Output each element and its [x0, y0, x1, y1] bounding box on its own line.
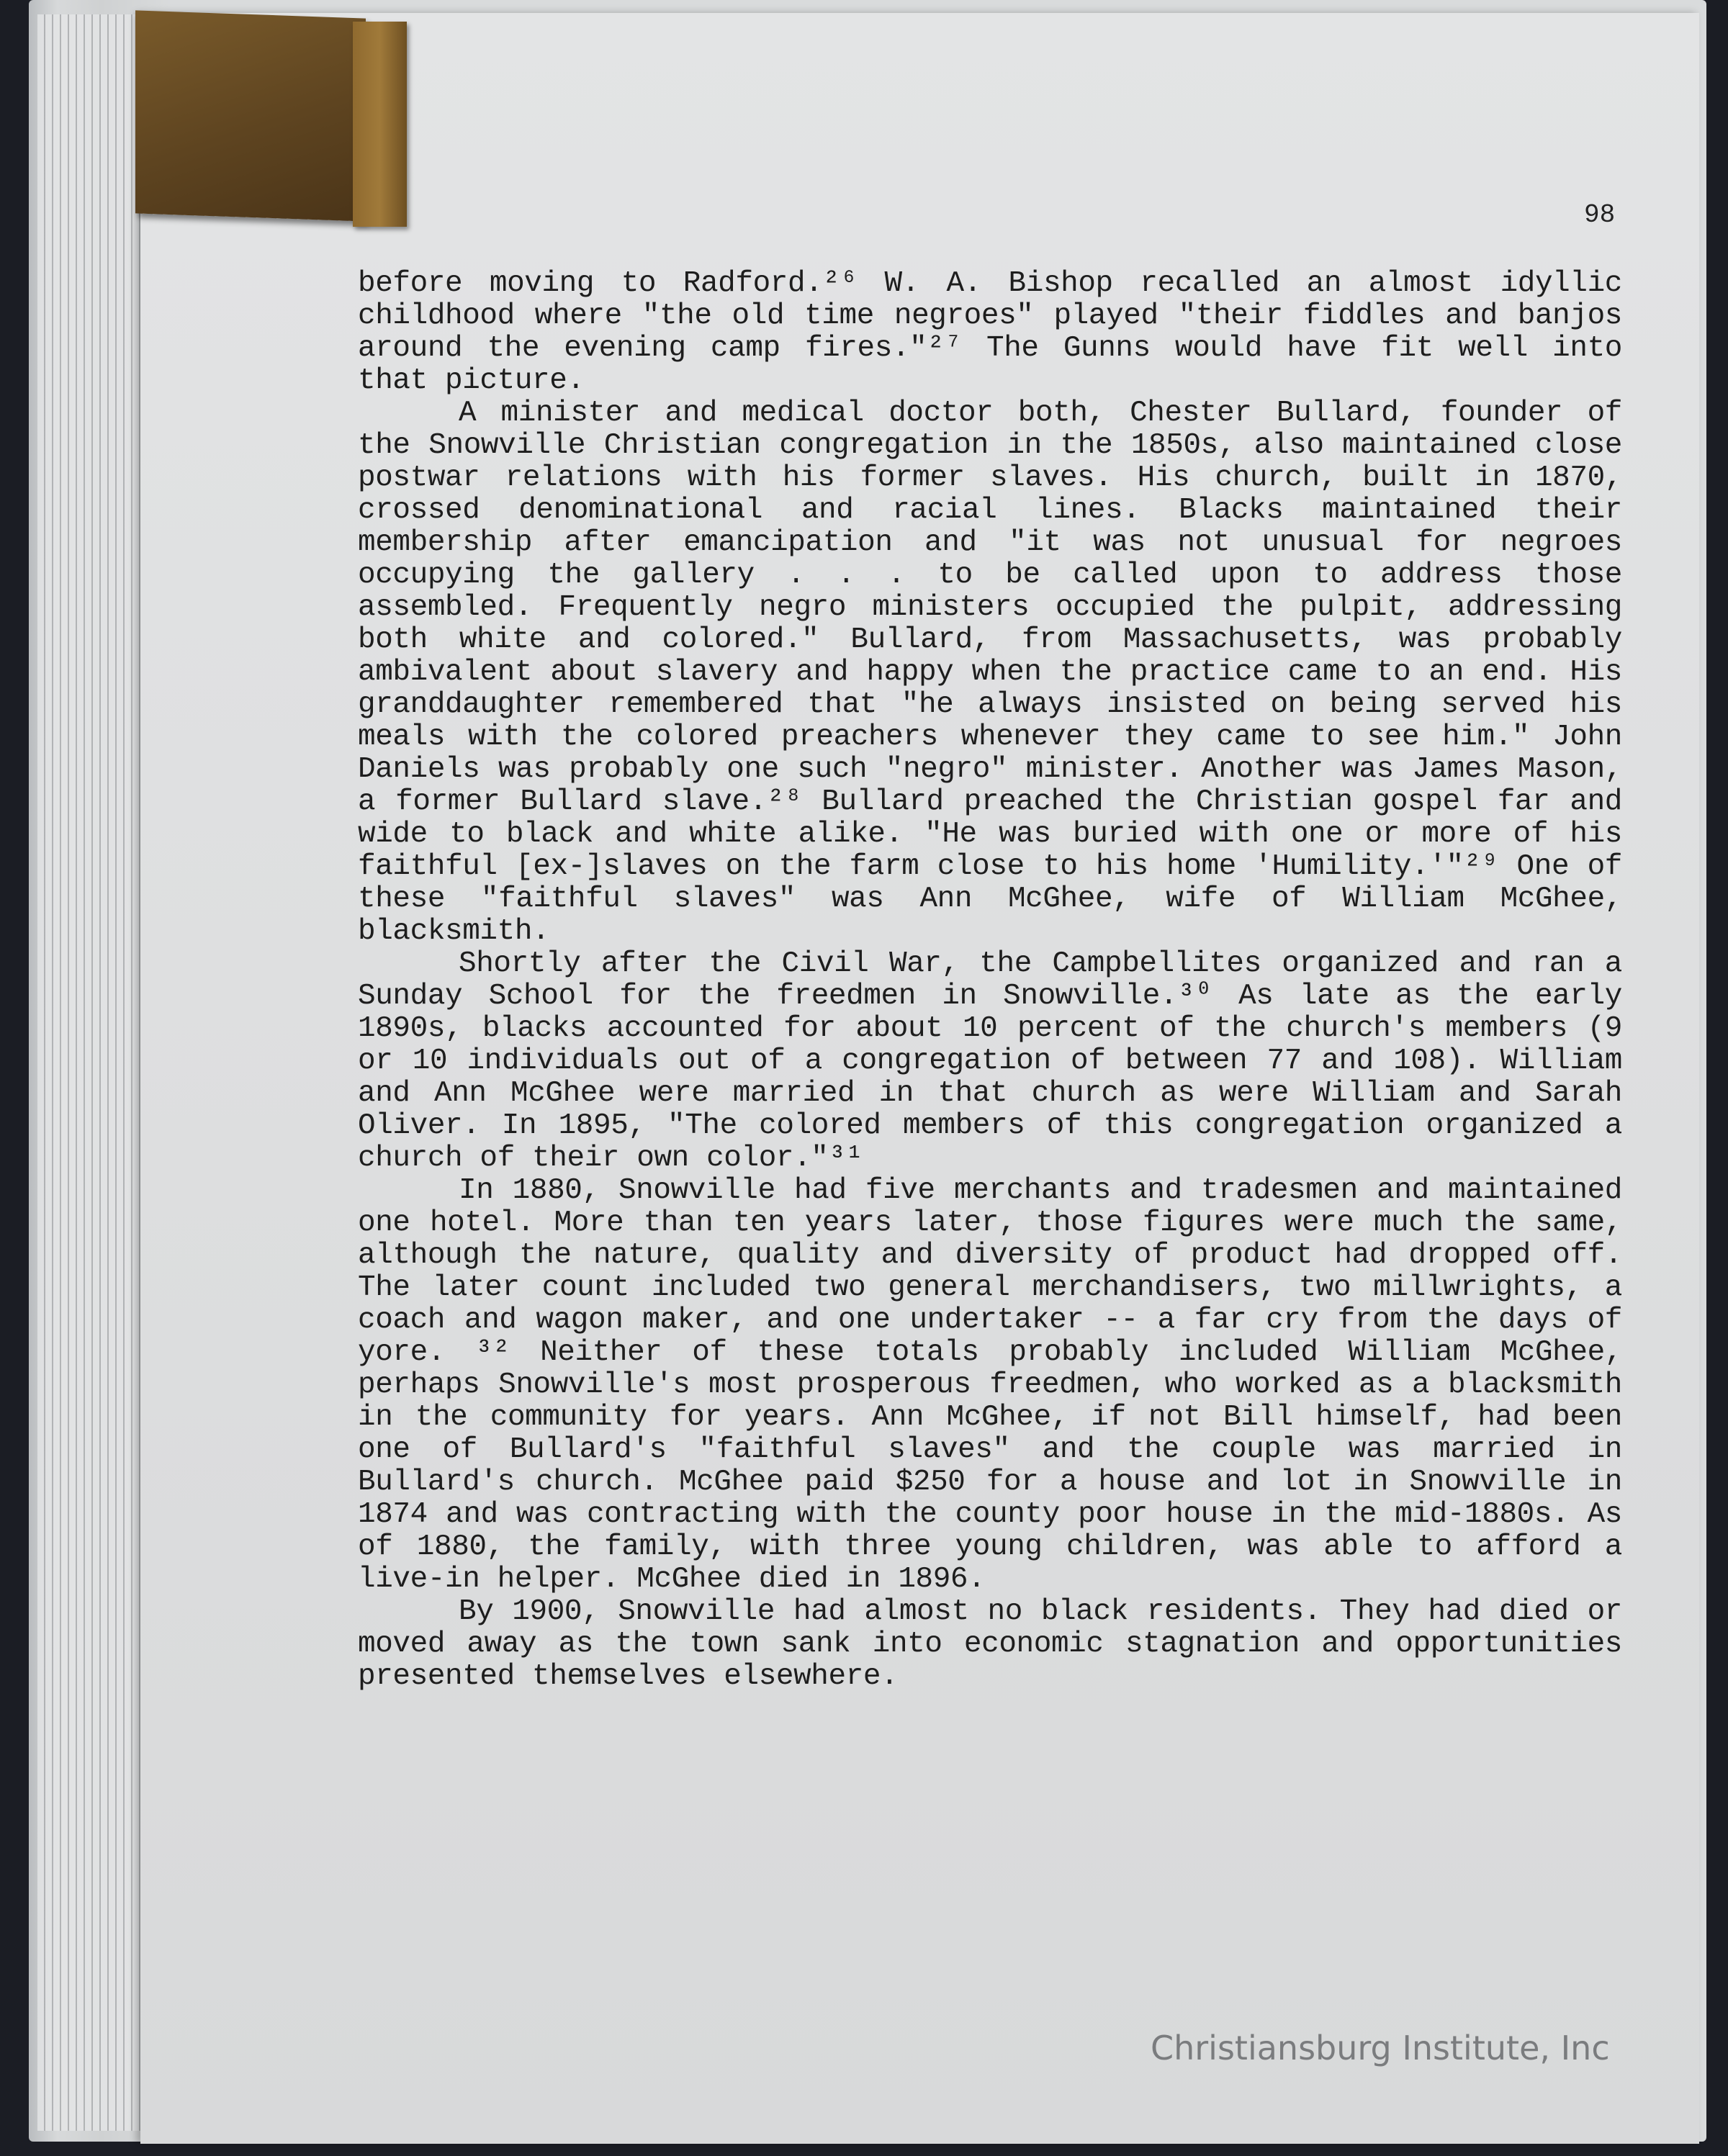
page-number: 98 — [1584, 200, 1616, 230]
paragraph-1: before moving to Radford.²⁶ W. A. Bishop recalled an almost idyllic childhood where "the old time negroes" played "their fiddles and banjos around the evening camp fires."²⁷ The Gunns would have fit well into that picture. — [358, 267, 1622, 397]
paragraph-5: By 1900, Snowville had almost no black residents. They had died or moved away as the town sank into economic stagnation and opportunities presented themselves elsewhere. — [358, 1595, 1622, 1693]
paragraph-2: A minister and medical doctor both, Chester Bullard, founder of the Snowville Christian congregation in the 1850s, also maintained close postwar relations with his former slaves. His church, built in 1870, crossed denominational and racial lines. Blacks maintained their membership after emancipation and "it was not unusual for negroes occupying the gallery . . . to be called upon to address those assembled. Frequently negro ministers occupied the pulpit, addressing both white and colored." Bullard, from Massachusetts, was probably ambivalent about slavery and happy when the practice came to an end. His granddaughter remembered that "he always insisted on being served his meals with the colored preachers whenever they came to see him." John Daniels was probably one such "negro" minister. Another was James Mason, a former Bullard slave.²⁸ Bullard preached the Christian gospel far and wide to black and white alike. "He was buried with one or more of his faithful [ex-]slaves on the farm close to his home 'Humility.'"²⁹ One of these "faithful slaves" was Ann McGhee, wife of William McGhee, blacksmith. — [358, 397, 1622, 948]
binder-tab-fold — [353, 22, 407, 227]
paragraph-4: In 1880, Snowville had five merchants and tradesmen and maintained one hotel. More than ten years later, those figures were much the same, although the nature, quality and diversity of product had dropped off. The later count included two general merchandisers, two millwrights, a coach and wagon maker, and one undertaker -- a far cry from the days of yore. ³² Neither of these totals probably included William McGhee, perhaps Snowville's most prosperous freedmen, who worked as a blacksmith in the community for years. Ann McGhee, if not Bill himself, had been one of Bullard's "faithful slaves" and the couple was married in Bullard's church. McGhee paid $250 for a house and lot in Snowville in 1874 and was contracting with the county poor house in the mid-1880s. As of 1880, the family, with three young children, was able to afford a live-in helper. McGhee died in 1896. — [358, 1174, 1622, 1596]
watermark: Christiansburg Institute, Inc — [1151, 2029, 1610, 2067]
binder-tab — [135, 10, 366, 221]
paragraph-3: Shortly after the Civil War, the Campbellites organized and ran a Sunday School for the freedmen in Snowville.³⁰ As late as the early 1890s, blacks accounted for about 10 percent of the church's members (9 or 10 individuals out of a congregation of between 77 and 108). William and Ann McGhee were married in that church as were William and Sarah Oliver. In 1895, "The colored members of this congregation organized a church of their own color."³¹ — [358, 947, 1622, 1175]
page-stack-edges — [37, 14, 145, 2131]
body-text — [358, 268, 1622, 1693]
